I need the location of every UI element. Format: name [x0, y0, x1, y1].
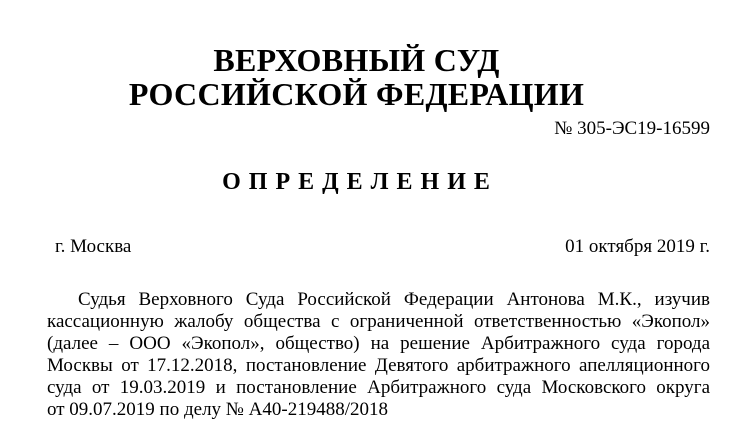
body-line: (далее – ООО «Экопол», общество) на решение Арбитражного суда города: [47, 333, 710, 354]
body-line: кассационную жалобу общества с ограниченной ответственностью «Экопол»: [47, 311, 710, 332]
date-label: 01 октября 2019 г.: [565, 236, 710, 257]
body-line: Судья Верховного Суда Российской Федерации Антонова М.К., изучив: [78, 289, 710, 310]
court-name: [47, 0, 666, 111]
body-line: от 09.07.2019 по делу № А40-219488/2018: [47, 399, 389, 420]
place-label: г. Москва: [55, 236, 132, 257]
body-paragraph: [47, 289, 710, 421]
document-title: О П Р Е Д Е Л Е Н И Е: [222, 169, 491, 195]
case-number: № 305-ЭС19-16599: [554, 118, 710, 139]
court-name-line1: ВЕРХОВНЫЙ СУД: [213, 42, 500, 78]
body-line: Москвы от 17.12.2018, постановление Девятого арбитражного апелляционного: [47, 355, 710, 376]
court-name-line2: РОССИЙСКОЙ ФЕДЕРАЦИИ: [128, 76, 585, 112]
body-line: суда от 19.03.2019 и постановление Арбитражного суда Московского округа: [47, 377, 710, 398]
meta-row: [47, 235, 710, 258]
